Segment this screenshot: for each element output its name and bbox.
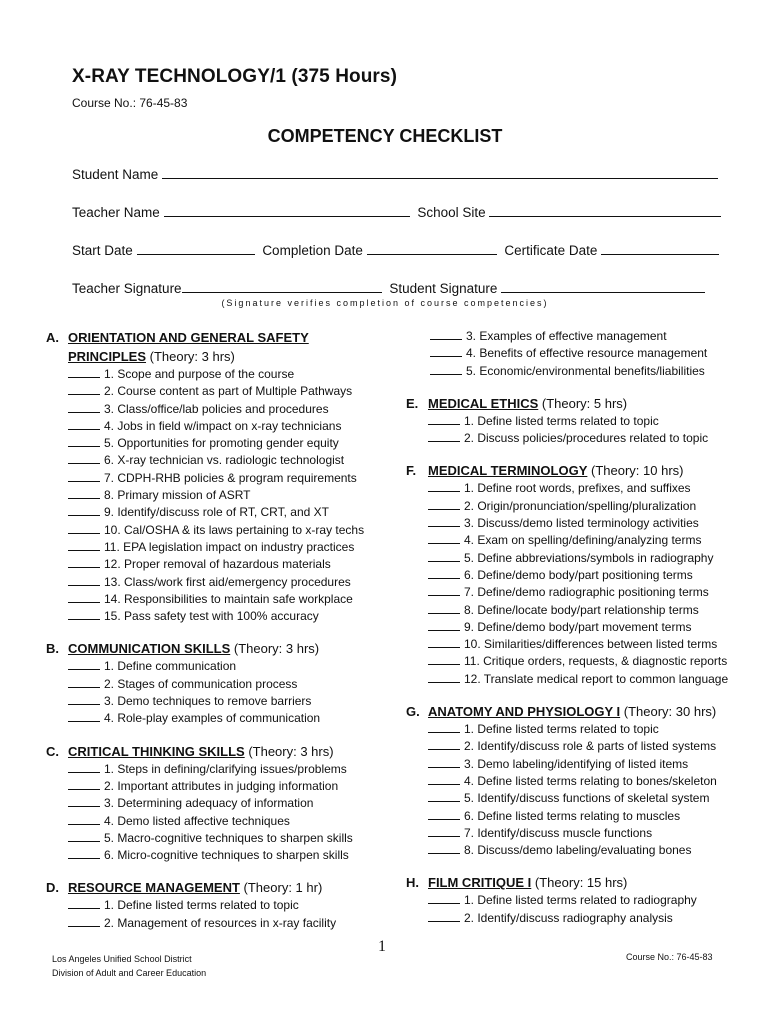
teacher-row — [72, 204, 725, 220]
checklist-item — [68, 366, 386, 383]
checklist-item — [428, 825, 746, 842]
checklist-item — [68, 658, 386, 675]
checklist-item-text: 3. Examples of effective management — [466, 329, 667, 343]
footer-district: Los Angeles Unified School District — [52, 954, 192, 964]
checklist-item — [68, 504, 386, 521]
checklist-item — [430, 328, 746, 345]
checklist-checkbox-line[interactable] — [428, 773, 460, 785]
checklist-item — [68, 676, 386, 693]
checklist-item — [428, 515, 746, 532]
checklist-item — [428, 773, 746, 790]
checklist-checkbox-line[interactable] — [428, 480, 460, 492]
section-f-items — [406, 480, 746, 688]
checklist-checkbox-line[interactable] — [428, 602, 460, 614]
checklist-item-text: 10. Similarities/differences between listed terms — [464, 637, 718, 652]
signature-row — [72, 280, 709, 296]
checklist-item-text: 8. Primary mission of ASRT — [104, 488, 251, 503]
checklist-checkbox-line[interactable] — [68, 830, 100, 842]
checklist-checkbox-line[interactable] — [68, 452, 100, 464]
checklist-item — [428, 790, 746, 807]
section-d-items-part2 — [406, 328, 746, 380]
section-e-title: MEDICAL ETHICS — [428, 395, 539, 411]
teacher-signature-label: Teacher Signature — [72, 281, 182, 296]
section-h-heading — [406, 873, 746, 892]
section-b — [46, 639, 386, 727]
checklist-item-text: 5. Economic/environmental benefits/liabilities — [466, 363, 705, 378]
checklist-checkbox-line[interactable] — [68, 556, 100, 568]
checklist-item-text: 12. Proper removal of hazardous materials — [104, 557, 331, 572]
checklist-item-text: 4. Demo listed affective techniques — [104, 813, 290, 828]
checklist-item — [68, 435, 386, 452]
checklist-item-text: 4. Exam on spelling/defining/analyzing terms — [464, 533, 702, 548]
checklist-item-text: 5. Identify/discuss functions of skeletal system — [464, 791, 710, 806]
checklist-item — [428, 842, 746, 859]
checklist-item-text: 2. Identify/discuss role & parts of listed systems — [464, 739, 717, 754]
section-letter: G. — [406, 704, 420, 720]
checklist-item — [68, 795, 386, 812]
checklist-item-text: 3. Discuss/demo listed terminology activities — [464, 516, 699, 531]
checklist-item-text: 2. Important attributes in judging information — [104, 778, 339, 793]
checklist-item — [68, 574, 386, 591]
checklist-item-text: 1. Scope and purpose of the course — [104, 367, 295, 381]
section-letter: H. — [406, 875, 419, 891]
section-g-items — [406, 721, 746, 859]
section-b-items — [46, 658, 386, 727]
checklist-item-text: 7. CDPH-RHB policies & program requirements — [104, 470, 357, 485]
checklist-item — [428, 671, 746, 688]
section-e — [406, 394, 746, 448]
teacher-name-label: Teacher Name — [72, 205, 160, 220]
checklist-checkbox-line[interactable] — [428, 910, 460, 922]
checklist-item — [68, 710, 386, 727]
section-d-heading — [46, 878, 386, 897]
checklist-item — [68, 813, 386, 830]
checklist-item — [68, 761, 386, 778]
checklist-item — [428, 602, 746, 619]
checklist-item — [68, 847, 386, 864]
section-c-heading — [46, 742, 386, 761]
checklist-item — [68, 897, 386, 914]
checklist-item-text: 6. Micro-cognitive techniques to sharpen skills — [104, 848, 349, 863]
checklist-item-text: 1. Define listed terms related to topic — [464, 413, 659, 428]
checklist-title: COMPETENCY CHECKLIST — [267, 126, 503, 146]
checklist-checkbox-line[interactable] — [68, 710, 100, 722]
section-g-theory: (Theory: 30 hrs) — [623, 704, 717, 720]
checklist-item — [68, 608, 386, 625]
course-number: Course No.: 76-45-83 — [72, 96, 188, 110]
checklist-checkbox-line[interactable] — [428, 430, 460, 442]
checklist-item-text: 8. Define/locate body/part relationship terms — [464, 602, 699, 617]
checklist-checkbox-line[interactable] — [68, 813, 100, 825]
section-h-title: FILM CRITIQUE I — [428, 875, 532, 891]
checklist-item-text: 4. Define listed terms relating to bones/skeleton — [464, 773, 717, 788]
teacher-name-field[interactable] — [164, 204, 410, 217]
checklist-item — [68, 522, 386, 539]
checklist-item-text: 12. Translate medical report to common language — [464, 671, 729, 686]
checklist-checkbox-line[interactable] — [428, 671, 460, 683]
checklist-checkbox-line[interactable] — [428, 842, 460, 854]
checklist-item-text: 2. Management of resources in x-ray facility — [104, 915, 337, 930]
checklist-item — [428, 480, 746, 497]
checklist-item-text: 10. Cal/OSHA & its laws pertaining to x-ray techs — [104, 522, 365, 537]
checklist-checkbox-line[interactable] — [68, 383, 100, 395]
checklist-item — [68, 401, 386, 418]
school-site-field[interactable] — [489, 204, 721, 217]
student-name-label: Student Name — [72, 167, 159, 182]
footer-course-number: Course No.: 76-45-83 — [626, 952, 713, 962]
checklist-checkbox-line[interactable] — [428, 721, 460, 733]
section-letter: A. — [46, 330, 59, 345]
student-name-row — [72, 166, 722, 182]
checklist-item — [428, 808, 746, 825]
checklist-item-text: 5. Macro-cognitive techniques to sharpen skills — [104, 830, 353, 845]
checklist-checkbox-line[interactable] — [68, 658, 100, 670]
section-a-heading — [46, 328, 386, 366]
checklist-item — [68, 418, 386, 435]
checklist-item-text: 7. Identify/discuss muscle functions — [464, 825, 653, 840]
checklist-item — [68, 383, 386, 400]
checklist-item-text: 1. Define root words, prefixes, and suffixes — [464, 481, 691, 496]
signature-note: (Signature verifies completion of course competencies) — [221, 298, 549, 308]
section-e-heading — [406, 394, 746, 413]
checklist-checkbox-line[interactable] — [428, 892, 460, 904]
section-b-theory: (Theory: 3 hrs) — [233, 641, 320, 657]
section-a-theory: (Theory: 3 hrs) — [149, 349, 235, 364]
completion-date-label: Completion Date — [262, 243, 363, 258]
checklist-item-text: 3. Demo labeling/identifying of listed items — [464, 756, 689, 771]
checklist-item — [428, 532, 746, 549]
checklist-checkbox-line[interactable] — [68, 539, 100, 551]
checklist-item — [68, 915, 386, 932]
checklist-item-text: 1. Define communication — [104, 659, 237, 674]
checklist-checkbox-line[interactable] — [68, 847, 100, 859]
section-a-items — [46, 366, 386, 625]
checklist-checkbox-line[interactable] — [68, 778, 100, 790]
section-f-theory: (Theory: 10 hrs) — [591, 463, 684, 479]
section-a-title-line2: PRINCIPLES — [68, 349, 147, 364]
checklist-item-text: 3. Demo techniques to remove barriers — [104, 694, 312, 709]
checklist-item-text: 2. Discuss policies/procedures related to topic — [464, 431, 709, 446]
checklist-checkbox-line[interactable] — [68, 470, 100, 482]
checklist-item — [428, 498, 746, 515]
checklist-checkbox-line[interactable] — [430, 328, 462, 340]
section-letter: B. — [46, 641, 59, 657]
section-g-title: ANATOMY AND PHYSIOLOGY I — [428, 704, 621, 720]
checklist-checkbox-line[interactable] — [428, 550, 460, 562]
section-f-heading — [406, 461, 746, 480]
footer-division: Division of Adult and Career Education — [52, 968, 207, 978]
checklist-item-text: 3. Class/office/lab policies and procedures — [104, 401, 329, 416]
section-e-theory: (Theory: 5 hrs) — [541, 395, 628, 411]
checklist-checkbox-line[interactable] — [68, 522, 100, 534]
section-b-heading — [46, 639, 386, 658]
checklist-item — [68, 452, 386, 469]
checklist-item-text: 2. Origin/pronunciation/spelling/pluralization — [464, 498, 697, 513]
section-d-title: RESOURCE MANAGEMENT — [68, 880, 240, 896]
section-letter: D. — [46, 880, 59, 896]
checklist-checkbox-line[interactable] — [428, 756, 460, 768]
section-e-items — [406, 413, 746, 448]
section-g-heading — [406, 702, 746, 721]
checklist-checkbox-line[interactable] — [428, 619, 460, 631]
checklist-item — [428, 721, 746, 738]
student-name-field[interactable] — [162, 166, 718, 179]
checklist-checkbox-line[interactable] — [430, 363, 462, 375]
start-date-field[interactable] — [137, 242, 255, 255]
checklist-checkbox-line[interactable] — [68, 401, 100, 413]
checklist-item-text: 4. Benefits of effective resource management — [466, 346, 708, 361]
checklist-item-text: 5. Opportunities for promoting gender equity — [104, 436, 339, 451]
checklist-checkbox-line[interactable] — [68, 366, 100, 378]
section-d — [46, 878, 386, 932]
checklist-checkbox-line[interactable] — [428, 653, 460, 665]
student-signature-label: Student Signature — [389, 281, 498, 296]
checklist-checkbox-line[interactable] — [428, 584, 460, 596]
section-h-items — [406, 892, 746, 927]
checklist-item — [428, 738, 746, 755]
checklist-item — [430, 363, 746, 380]
checklist-item-text: 11. EPA legislation impact on industry practices — [104, 539, 355, 554]
checklist-item — [428, 910, 746, 927]
checklist-checkbox-line[interactable] — [68, 504, 100, 516]
teacher-signature-field[interactable] — [182, 280, 382, 293]
checklist-item-text: 1. Define listed terms related to topic — [104, 898, 299, 913]
checklist-item — [430, 345, 746, 362]
checklist-item-text: 8. Discuss/demo labeling/evaluating bones — [464, 843, 692, 858]
section-c-items — [46, 761, 386, 865]
checklist-checkbox-line[interactable] — [68, 676, 100, 688]
start-date-label: Start Date — [72, 243, 133, 258]
checklist-item-text: 14. Responsibilities to maintain safe workplace — [104, 591, 353, 606]
checklist-item — [68, 778, 386, 795]
page-number: 1 — [378, 938, 386, 955]
section-c-theory: (Theory: 3 hrs) — [248, 743, 334, 759]
section-g — [406, 702, 746, 859]
section-letter: C. — [46, 743, 59, 759]
section-h — [406, 873, 746, 927]
checklist-item-text: 6. Define/demo body/part positioning terms — [464, 567, 693, 582]
section-d-theory: (Theory: 1 hr) — [243, 880, 323, 896]
checklist-checkbox-line[interactable] — [68, 608, 100, 620]
checklist-checkbox-line[interactable] — [428, 636, 460, 648]
checklist-checkbox-line[interactable] — [68, 897, 100, 909]
checklist-item-text: 2. Course content as part of Multiple Pathways — [104, 384, 353, 399]
section-c — [46, 742, 386, 865]
checklist-item — [428, 430, 746, 447]
section-b-title: COMMUNICATION SKILLS — [68, 641, 231, 657]
checklist-checkbox-line[interactable] — [428, 532, 460, 544]
checklist-checkbox-line[interactable] — [428, 498, 460, 510]
checklist-checkbox-line[interactable] — [428, 515, 460, 527]
checklist-checkbox-line[interactable] — [68, 487, 100, 499]
checklist-item-text: 15. Pass safety test with 100% accuracy — [104, 609, 319, 624]
section-letter: F. — [406, 463, 417, 479]
checklist-item — [428, 653, 746, 670]
checklist-item — [68, 556, 386, 573]
checklist-item — [68, 830, 386, 847]
checklist-item-text: 1. Steps in defining/clarifying issues/problems — [104, 761, 347, 776]
checklist-item-text: 9. Identify/discuss role of RT, CRT, and XT — [104, 505, 329, 520]
checklist-checkbox-line[interactable] — [428, 413, 460, 425]
student-signature-field[interactable] — [501, 280, 705, 293]
checklist-checkbox-line[interactable] — [428, 738, 460, 750]
checklist-checkbox-line[interactable] — [428, 808, 460, 820]
checklist-checkbox-line[interactable] — [430, 345, 462, 357]
checklist-item — [68, 693, 386, 710]
checklist-item-text: 11. Critique orders, requests, & diagnostic reports — [464, 654, 728, 669]
checklist-item-text: 2. Identify/discuss radiography analysis — [464, 910, 673, 925]
checklist-checkbox-line[interactable] — [68, 795, 100, 807]
section-letter: E. — [406, 395, 419, 411]
section-f — [406, 461, 746, 688]
checklist-item-text: 1. Define listed terms related to topic — [464, 722, 659, 737]
checklist-item-text: 9. Define/demo body/part movement terms — [464, 619, 692, 634]
checklist-item-text: 6. Define listed terms relating to muscles — [464, 808, 681, 823]
checklist-item — [428, 619, 746, 636]
checklist-item-text: 4. Role-play examples of communication — [104, 711, 321, 726]
checklist-checkbox-line[interactable] — [428, 567, 460, 579]
course-title: X-RAY TECHNOLOGY/1 (375 Hours) — [72, 66, 398, 87]
checklist-item-text: 2. Stages of communication process — [104, 676, 298, 691]
checklist-item — [68, 539, 386, 556]
section-h-theory: (Theory: 15 hrs) — [534, 875, 628, 891]
completion-date-field[interactable] — [367, 242, 497, 255]
checklist-checkbox-line[interactable] — [428, 825, 460, 837]
checklist-checkbox-line[interactable] — [68, 693, 100, 705]
section-c-title: CRITICAL THINKING SKILLS — [68, 743, 245, 759]
checklist-item — [428, 567, 746, 584]
checklist-item — [68, 591, 386, 608]
right-column — [406, 328, 746, 941]
dates-row — [72, 242, 723, 258]
checklist-item — [428, 550, 746, 567]
certificate-date-label: Certificate Date — [504, 243, 598, 258]
checklist-item — [428, 584, 746, 601]
section-a — [46, 328, 386, 625]
checklist-item — [428, 756, 746, 773]
checklist-checkbox-line[interactable] — [68, 435, 100, 447]
section-d-items-part1 — [46, 897, 386, 932]
checklist-item-text: 7. Define/demo radiographic positioning terms — [464, 585, 709, 600]
checklist-checkbox-line[interactable] — [68, 591, 100, 603]
checklist-checkbox-line[interactable] — [68, 915, 100, 927]
footer-organization — [52, 952, 206, 980]
section-f-title: MEDICAL TERMINOLOGY — [428, 463, 588, 479]
checklist-item — [428, 636, 746, 653]
checklist-checkbox-line[interactable] — [68, 418, 100, 430]
checklist-item-text: 13. Class/work first aid/emergency procedures — [104, 574, 351, 589]
checklist-item-text: 3. Determining adequacy of information — [104, 796, 314, 811]
checklist-item-text: 1. Define listed terms related to radiography — [464, 893, 697, 908]
checklist-item — [428, 413, 746, 430]
checklist-checkbox-line[interactable] — [68, 761, 100, 773]
checklist-checkbox-line[interactable] — [68, 574, 100, 586]
checklist-item — [68, 470, 386, 487]
certificate-date-field[interactable] — [601, 242, 719, 255]
checklist-item-text: 4. Jobs in field w/impact on x-ray technicians — [104, 418, 342, 433]
checklist-item — [68, 487, 386, 504]
section-a-title-line1: ORIENTATION AND GENERAL SAFETY — [68, 330, 309, 345]
checklist-item — [428, 892, 746, 909]
checklist-checkbox-line[interactable] — [428, 790, 460, 802]
left-column — [46, 328, 386, 946]
checklist-item-text: 5. Define abbreviations/symbols in radiography — [464, 550, 714, 565]
school-site-label: School Site — [417, 205, 486, 220]
checklist-item-text: 6. X-ray technician vs. radiologic technologist — [104, 453, 345, 468]
